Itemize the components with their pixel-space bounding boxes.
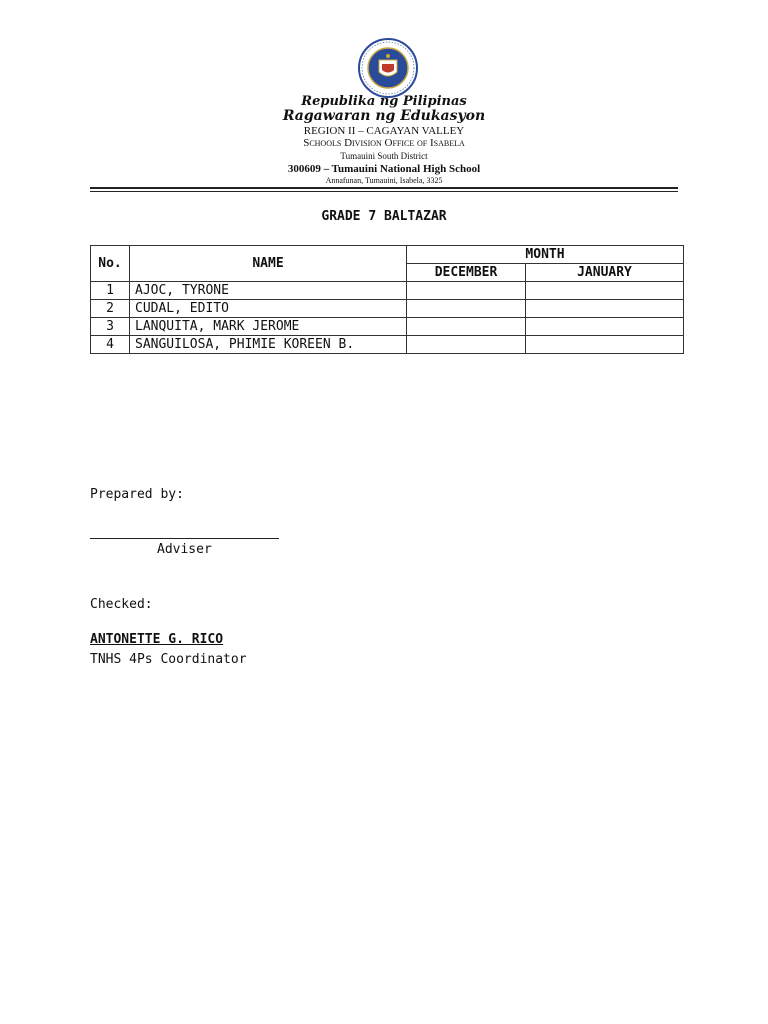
table-row [91, 336, 684, 354]
checked-label: Checked: [90, 597, 153, 612]
row-number: 2 [91, 300, 130, 318]
row-number: 3 [91, 318, 130, 336]
coordinator-title: TNHS 4Ps Coordinator [90, 652, 247, 667]
table-row [91, 282, 684, 300]
prepared-by-label: Prepared by: [90, 487, 184, 502]
column-header-month: MONTH [407, 246, 684, 264]
student-name: LANQUITA, MARK JEROME [130, 318, 407, 336]
school-heading: 300609 – Tumauini National High School [287, 163, 481, 175]
column-header-december: DECEMBER [407, 264, 526, 282]
school-address: Annafunan, Tumauini, Isabela, 3325 [325, 176, 443, 185]
december-cell [407, 336, 526, 354]
january-cell [526, 300, 684, 318]
student-name: SANGUILOSA, PHIMIE KOREEN B. [130, 336, 407, 354]
table-header-row [91, 246, 684, 264]
student-name: CUDAL, EDITO [130, 300, 407, 318]
attendance-table [90, 245, 684, 354]
row-number: 1 [91, 282, 130, 300]
signature-line [90, 538, 279, 539]
deped-seal-logo [358, 38, 418, 98]
republic-heading: Republika ng Pilipinas [301, 94, 467, 109]
district-heading: Tumauini South District [340, 151, 428, 161]
student-name: AJOC, TYRONE [130, 282, 407, 300]
december-cell [407, 318, 526, 336]
january-cell [526, 336, 684, 354]
coordinator-name: ANTONETTE G. RICO [90, 632, 224, 647]
column-header-no: No. [91, 246, 130, 282]
column-header-january: JANUARY [526, 264, 684, 282]
page-title: GRADE 7 BALTAZAR [321, 209, 447, 224]
department-heading: Ragawaran ng Edukasyon [282, 108, 486, 124]
december-cell [407, 300, 526, 318]
header-divider [90, 187, 678, 189]
region-heading: REGION II – CAGAYAN VALLEY [303, 125, 465, 137]
header-divider-thin [90, 191, 678, 192]
table-row [91, 300, 684, 318]
adviser-label: Adviser [157, 542, 212, 557]
january-cell [526, 318, 684, 336]
row-number: 4 [91, 336, 130, 354]
column-header-name: NAME [130, 246, 407, 282]
table-row [91, 318, 684, 336]
december-cell [407, 282, 526, 300]
january-cell [526, 282, 684, 300]
division-heading: Schools Division Office of Isabela [303, 137, 465, 149]
